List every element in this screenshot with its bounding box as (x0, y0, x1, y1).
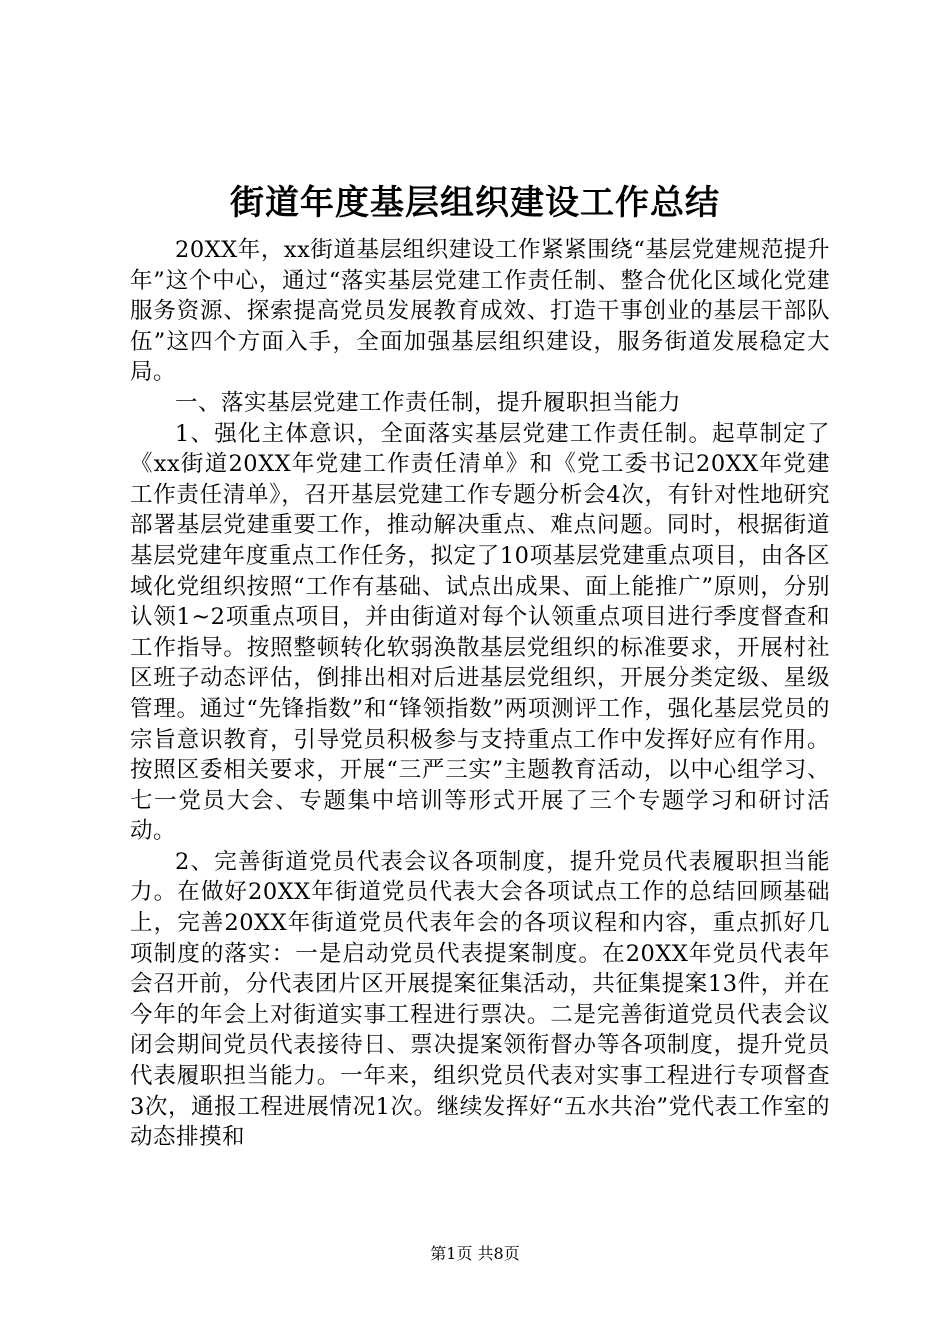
document-title: 街道年度基层组织建设工作总结 (230, 183, 720, 223)
document-body (130, 235, 830, 1153)
paragraph-item-2: 2、完善街道党员代表会议各项制度，提升党员代表履职担当能力。在做好20XX年街道党员代表大会各项试点工作的总结回顾基础上，完善20XX年街道党员代表年会的各项议程和内容，重点抓好几项制度的落实：一是启动党员代表提案制度。在20XX年党员代表年会召开前，分代表团片区开展提案征集活动，共征集提案13件，并在今年的年会上对街道实事工程进行票决。二是完善街道党员代表会议闭会期间党员代表接待日、票决提案领衔督办等各项制度，提升党员代表履职担当能力。一年来，组织党员代表对实事工程进行专项督查3次，通报工程进展情况1次。继续发挥好“五水共治”党代表工作室的动态排摸和 (130, 848, 830, 1151)
paragraph-item-1: 1、强化主体意识，全面落实基层党建工作责任制。起草制定了《xx街道20XX年党建工作责任清单》和《党工委书记20XX年党建工作责任清单》，召开基层党建工作专题分析会4次，有针对性地研究部署基层党建重要工作，推动解决重点、难点问题。同时，根据街道基层党建年度重点工作任务，拟定了10项基层党建重点项目，由各区域化党组织按照“工作有基础、试点出成果、面上能推广”原则，分别认领1~2项重点项目，并由街道对每个认领重点项目进行季度督查和工作指导。按照整顿转化软弱涣散基层党组织的标准要求，开展村社区班子动态评估，倒排出相对后进基层党组织，开展分类定级、星级管理。通过“先锋指数”和“锋领指数”两项测评工作，强化基层党员的宗旨意识教育，引导党员积极参与支持重点工作中发挥好应有作用。按照区委相关要求，开展“三严三实”主题教育活动，以中心组学习、七一党员大会、专题集中培训等形式开展了三个专题学习和研讨活动。 (130, 420, 830, 845)
section-heading-1: 一、落实基层党建工作责任制，提升履职担当能力 (175, 389, 682, 416)
page-number-footer: 第1页 共8页 (430, 1244, 520, 1263)
paragraph-intro: 20XX年，xx街道基层组织建设工作紧紧围绕“基层党建规范提升年”这个中心，通过“落实基层党建工作责任制、整合优化区域化党建服务资源、探索提高党员发展教育成效、打造干事创业的基层干部队伍”这四个方面入手，全面加强基层组织建设，服务街道发展稳定大局。 (130, 237, 830, 386)
